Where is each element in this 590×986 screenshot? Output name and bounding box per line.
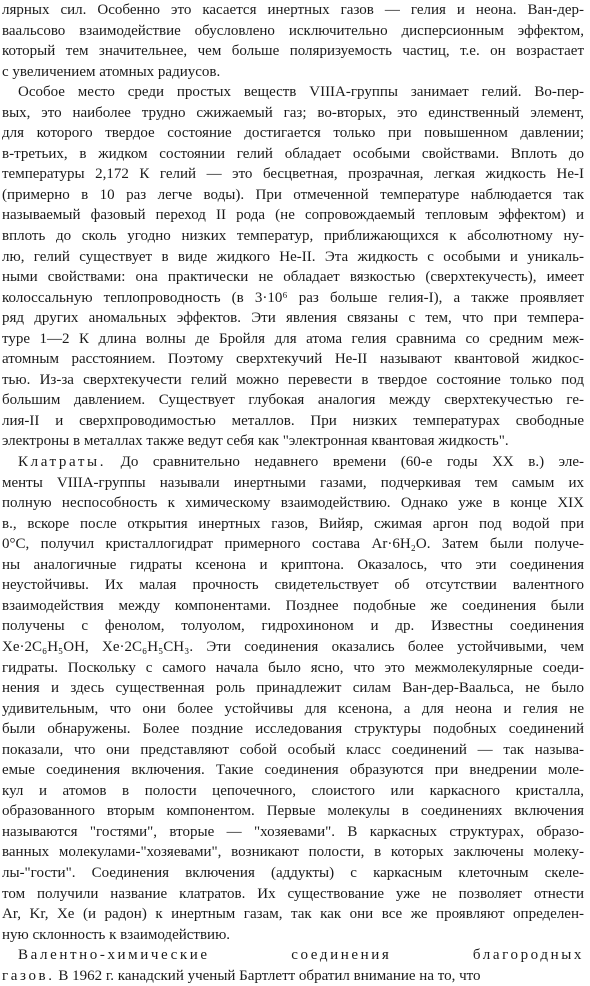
text-line: менты VIIIA-группы называли инертными газами, подчеркивая тем самым их xyxy=(2,474,584,491)
text-line: полную неспособность к химическому взаимодействию. Однако уже в конце XIX xyxy=(2,495,584,512)
text-line: лия-II и сверхпроводимостью металлов. При низких температурах свободные xyxy=(2,412,584,429)
text-line: тью. Из-за сверхтекучести гелий можно перевести в твердое состояние только под xyxy=(2,371,584,388)
text-line: ванных молекулами-"хозяевами", возникают полости, в которых заключены молеку- xyxy=(2,844,584,861)
text-line: ваальсово взаимодействие обусловлено исключительно дисперсионным эффектом, xyxy=(2,22,584,39)
text-line: Валентно-химические соединения благородных xyxy=(18,947,584,964)
text-line: газов. В 1962 г. канадский ученый Бартлетт обратил внимание на то, что xyxy=(2,967,481,984)
text-line: с увеличением атомных радиусов. xyxy=(2,63,221,80)
text-line: 0°С, получил кристаллогидрат примерного состава Ar·6H₂O. Затем были получе- xyxy=(2,536,584,553)
text-line: нения и здесь существенная роль принадлежит силам Ван-дер-Ваальса, не было xyxy=(2,680,584,697)
paragraph xyxy=(2,82,584,452)
text-line: ную склонность к взаимодействию. xyxy=(2,926,231,943)
paragraph xyxy=(2,945,584,986)
text-line: для которого твердое состояние достигается только при повышенном давлении; xyxy=(2,125,584,142)
text-line: Ar, Kr, Xe (и радон) к инертным газам, так как они все же проявляют определен- xyxy=(2,906,584,923)
text-line: называются "гостями", вторые — "хозяевами". В каркасных структурах, образо- xyxy=(2,823,584,840)
spaced-heading: Клатраты. xyxy=(18,454,107,471)
text-line: (примерно в 10 раз легче воды). При отмеченной температуре наблюдается так xyxy=(2,186,584,203)
text-line: удивительным, что они более устойчивы для ксенона, а для неона и гелия не xyxy=(2,700,584,717)
text-line: электроны в металлах также ведут себя как "электронная квантовая жидкость". xyxy=(2,433,509,450)
text-line: колоссальную теплопроводность (в 3·10⁶ раз больше гелия-I), а также проявляет xyxy=(2,289,584,306)
spaced-heading: газов. xyxy=(2,967,55,984)
text-line: туре 1—2 К длина волны де Бройля для атома гелия сравнима со средним меж- xyxy=(2,330,584,347)
text-line: лю, гелий существует в виде жидкого He-II. Эта жидкость с особыми и уникаль- xyxy=(2,248,584,265)
text-line: показали, что они представляют собой особый класс соединений — так называ- xyxy=(2,741,584,758)
text-line: называемый фазовый переход II рода (не сопровождаемый тепловым эффектом) и xyxy=(2,207,584,224)
text-line: лярных сил. Особенно это касается инертных газов — гелия и неона. Ван-дер- xyxy=(2,2,584,18)
text-line: который тем значительнее, чем больше поляризуемость частиц, т.е. он возрастает xyxy=(2,43,584,60)
text-line: в-третьих, в жидком состоянии гелий обладает особыми свойствами. Вплоть до xyxy=(2,145,584,162)
text-line: Особое место среди простых веществ VIIIA-группы занимает гелий. Во-пер- xyxy=(18,84,584,101)
text-line: были обнаружены. Более поздние исследования структуры подобных соединений xyxy=(2,721,584,738)
text-line: емые соединения включения. Такие соединения образуются при внедрении моле- xyxy=(2,762,584,779)
text-line: вых, это наиболее трудно сжижаемый газ; во-вторых, это единственный элемент, xyxy=(2,104,584,121)
paragraph xyxy=(2,0,584,82)
text-line: в., вскоре после открытия инертных газов, Вийяр, сжимая аргон под водой при xyxy=(2,515,584,532)
text-line: том получили название клатратов. Их существование уже не позволяет отнести xyxy=(2,885,584,902)
text-line: вплоть до сколь угодно низких температур, приближающихся к абсолютному ну- xyxy=(2,228,584,245)
text-line: ряд других аномальных эффектов. Эти явления связаны с тем, что при темпера- xyxy=(2,310,584,327)
text-line: ными свойствами: она практически не обладает вязкостью (сверхтекучесть), имеет xyxy=(2,269,584,286)
text-line: гидраты. Поскольку с самого начала было ясно, что это межмолекулярные соеди- xyxy=(2,659,584,676)
text-line: взаимодействия между компонентами. Позднее подобные же соединения были xyxy=(2,597,584,614)
text-line: получены с фенолом, толуолом, гидрохиноном и др. Известны соединения xyxy=(2,618,584,635)
text-line: кул и атомов в полости цепочечного, слоистого или каркасного кристалла, xyxy=(2,782,584,799)
text-line: лы-"гости". Соединения включения (аддукты) с каркасным клеточным скеле- xyxy=(2,864,584,881)
text-line: образованного вторым компонентом. Первые молекулы в соединениях включения xyxy=(2,803,584,820)
paragraph xyxy=(2,452,584,945)
text-body xyxy=(2,0,584,986)
text-line: большим давлением. Существует глубокая аналогия между сверхтекучестью ге- xyxy=(2,392,584,409)
text-line: неустойчивы. Их малая прочность свидетельствует об отсутствии валентного xyxy=(2,577,584,594)
text-line: ны аналогичные гидраты ксенона и криптона. Оказалось, что эти соединения xyxy=(2,556,584,573)
text-line: Xe·2C₆H₅OH, Xe·2C₆H₅CH₃. Эти соединения оказались более устойчивыми, чем xyxy=(2,638,584,655)
text-line: температуры 2,172 К гелий — это бесцветная, прозрачная, легкая жидкость He-I xyxy=(2,166,584,183)
text-line: атомным расстоянием. Поэтому сверхтекучий He-II называют квантовой жидкос- xyxy=(2,351,584,368)
text-line: Клатраты. До сравнительно недавнего времени (60-е годы XX в.) эле- xyxy=(18,454,584,471)
